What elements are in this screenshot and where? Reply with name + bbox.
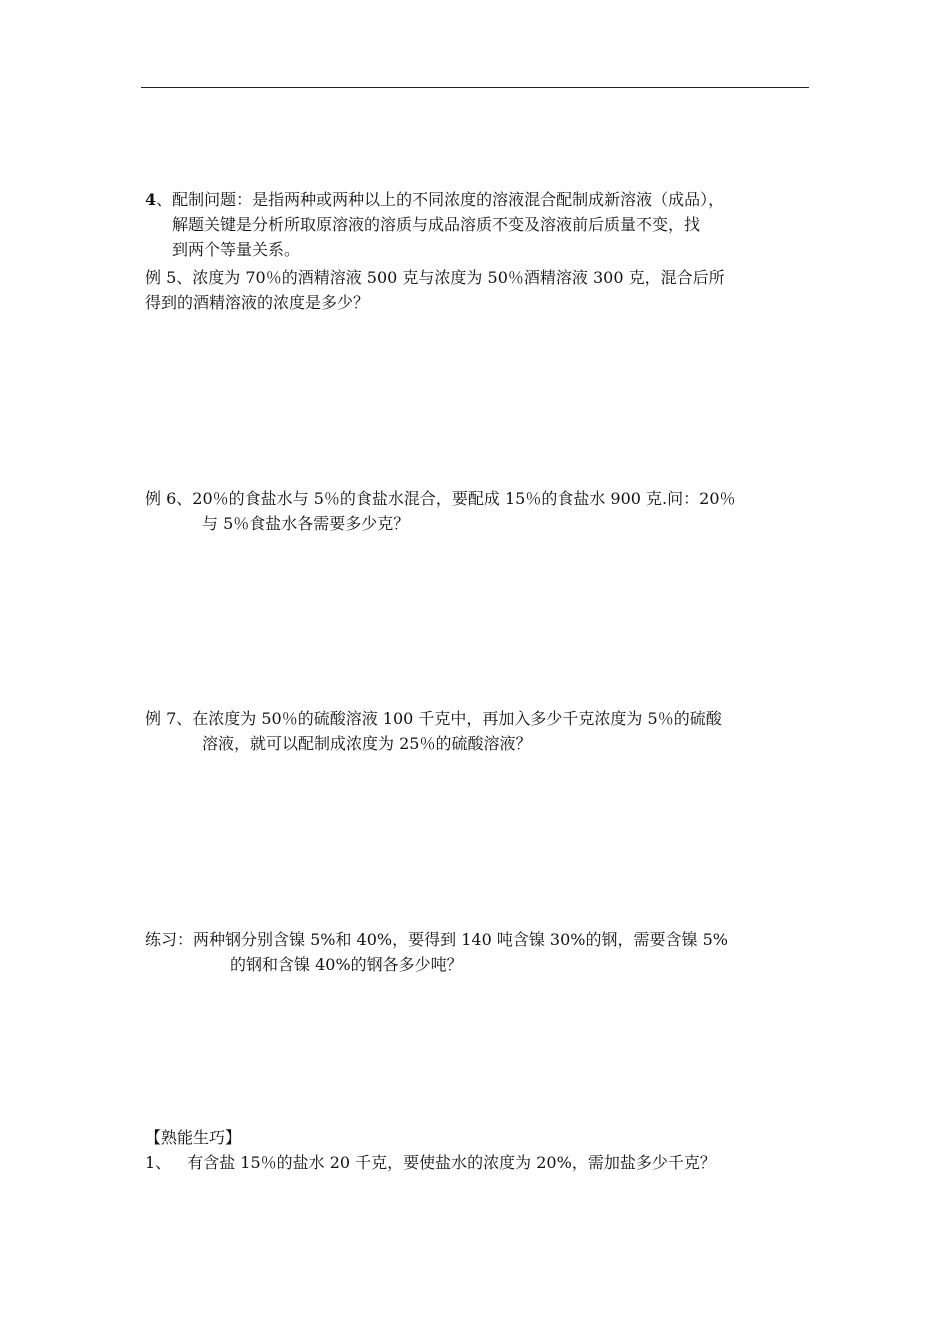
question-number: 1、 (145, 1153, 172, 1172)
section-4-line-2: 解题关键是分析所取原溶液的溶质与成品溶质不变及溶液前后质量不变，找 (172, 215, 701, 234)
example-5-line-1: 例 5、浓度为 70％的酒精溶液 500 克与浓度为 50％酒精溶液 300 克，混合后所 (145, 268, 725, 287)
skill-heading: 【熟能生巧】 (145, 1128, 242, 1147)
example-6 (145, 486, 809, 536)
practice-exercise (145, 927, 809, 977)
example-7 (145, 706, 809, 756)
header-rule (141, 87, 809, 88)
section-number: 4 (145, 190, 157, 209)
section-4-intro: 、配制问题：是指两种或两种以上的不同浓度的溶液混合配制成新溶液（成品）， (156, 190, 725, 209)
practice-line-1: 练习：两种钢分别含镍 5%和 40%，要得到 140 吨含镍 30%的钢，需要含镍 5% (145, 930, 728, 949)
example-6-line-2: 与 5％食盐水各需要多少克？ (202, 514, 410, 533)
skill-practice-section (145, 1125, 809, 1175)
section-4-line-3: 到两个等量关系。 (172, 240, 301, 259)
example-7-line-2: 溶液，就可以配制成浓度为 25％的硫酸溶液？ (202, 734, 532, 753)
section-4-line-1 (145, 187, 809, 212)
skill-question-1 (145, 1150, 809, 1175)
section-4-mixing-problems (145, 187, 809, 262)
example-6-line-1: 例 6、20％的食盐水与 5％的食盐水混合，要配成 15％的食盐水 900 克.问：20％ (145, 489, 736, 508)
example-5-line-2: 得到的酒精溶液的浓度是多少？ (145, 293, 370, 312)
question-text: 有含盐 15％的盐水 20 千克，要使盐水的浓度为 20%，需加盐多少千克？ (187, 1153, 716, 1172)
practice-line-2: 的钢和含镍 40%的钢各多少吨？ (230, 955, 463, 974)
example-7-line-1: 例 7、在浓度为 50％的硫酸溶液 100 千克中，再加入多少千克浓度为 5％的硫酸 (145, 709, 722, 728)
example-5 (145, 265, 809, 315)
